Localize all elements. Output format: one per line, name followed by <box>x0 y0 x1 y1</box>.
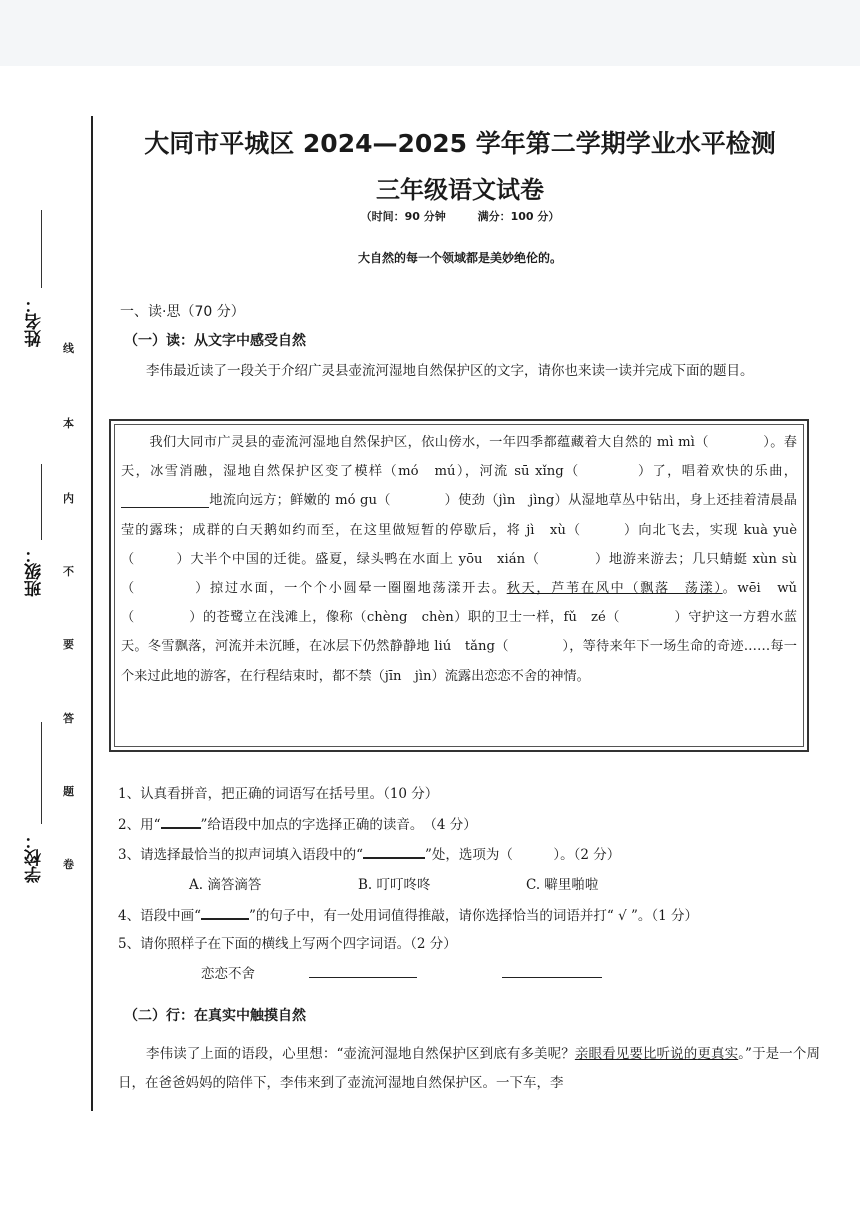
question-1: 1、认真看拼音，把正确的词语写在括号里。（10 分） <box>118 786 439 802</box>
school-label: 学校： <box>25 832 45 883</box>
full-score: 满分：100 分） <box>477 210 560 223</box>
exam-title: 大同市平城区 2024—2025 学年第二学期学业水平检测 <box>144 129 776 158</box>
top-background-band <box>0 0 860 66</box>
seal-char: 卷 <box>63 858 74 871</box>
class-blank <box>41 464 42 540</box>
part2-underlined: 亲眼看见要比听说的更真实 <box>574 1046 739 1062</box>
name-blank <box>41 210 42 288</box>
q4-underline-mark <box>201 906 249 920</box>
passage-part1: 我们大同市广灵县的壶流河湿地自然保护区，依山傍水，一年四季都蕴藏着大自然的 mì mì（ ）。春天，冰雪消融，湿地自然保护区变了模样（mó mú），河流 sū xǐng（ ）了，唱着欢快的乐曲， <box>121 435 797 480</box>
question-2: 2、用“ ”给语段中加点的字选择正确的读音。 （4 分） <box>118 817 477 833</box>
q3-option-b: B. 叮叮咚咚 <box>358 877 431 893</box>
passage-part2: 地流向远方；鲜嫩的 mó gu（ ）使劲（jìn jìng）从湿地草丛中钻出，身上还挂着清晨晶莹的露珠；成群的白天鹅如约而至，在这里做短暂的停歇后，将 jì xù（ ）向北飞去，实现 kuà yuè（ ）大半个中国的迁徙。盛夏，绿头鸭在水面上 yōu xián（ ）地游来游去；几只蜻蜓 xùn sù（ ）掠过水面，一个个小圆晕一圈圈地荡漾开去。 <box>121 493 797 597</box>
passage-blank <box>121 493 209 508</box>
seal-char: 线 <box>63 342 74 355</box>
q5-answer-line-1 <box>309 977 417 978</box>
q3-option-a: A. 滴答滴答 <box>189 877 262 893</box>
time-score-info <box>120 208 800 224</box>
q3-option-c: C. 噼里啪啦 <box>526 877 599 893</box>
intro-paragraph: 李伟最近读了一段关于介绍广灵县壶流河湿地自然保护区的文字，请你也来读一读并完成下面的题目。 <box>146 363 754 379</box>
seal-char: 本 <box>63 417 74 430</box>
motto: 大自然的每一个领域都是美妙绝伦的。 <box>357 251 562 265</box>
class-label: 班级： <box>25 546 45 597</box>
question-5: 5、请你照样子在下面的横线上写两个四字词语。（2 分） <box>118 936 457 952</box>
part1-title: （一）读：从文字中感受自然 <box>124 333 306 349</box>
passage-part3: 。wēi wǔ（ ）的苍鹭立在浅滩上，像称（chèng chèn）职的卫士一样，fǔ zé（ ）守护这一方碧水蓝天。冬雪飘落，河流并未沉睡，在冰层下仍然静静地 liú tǎng（ ），等待来年下一场生命的奇迹……每一个来过此地的游客，在行程结束时，都不禁（jīn jìn）流露出恋恋不舍的神情。 <box>121 581 797 684</box>
seal-char: 要 <box>63 638 74 651</box>
passage-text <box>121 428 797 691</box>
school-blank <box>41 722 42 824</box>
q3-blank <box>363 845 425 859</box>
name-label: 姓名： <box>25 296 45 347</box>
question-3: 3、请选择最恰当的拟声词填入语段中的“ ”处，选项为（ ）。（2 分） <box>118 847 621 863</box>
seal-char: 答 <box>63 712 74 725</box>
binding-line <box>91 116 93 1111</box>
part2-paragraph: 李伟读了上面的语段，心里想：“壶流河湿地自然保护区到底有多美呢？亲眼看见要比听说的更真实。”于是一个周日，在爸爸妈妈的陪伴下，李伟来到了壶流河湿地自然保护区。一下车，李 <box>118 1046 821 1091</box>
q2-mark-blank <box>161 815 201 829</box>
passage-underlined-sentence: 秋天，芦苇在风中（飘落 荡漾） <box>506 581 723 597</box>
exam-subtitle: 三年级语文试卷 <box>376 176 544 204</box>
question-4: 4、语段中画“ ”的句子中，有一处用词值得推敲，请你选择恰当的词语并打“ √ ”。（1 分） <box>118 908 699 924</box>
part2-title: （二）行：在真实中触摸自然 <box>124 1008 306 1024</box>
seal-char: 题 <box>63 785 74 798</box>
seal-char: 内 <box>63 492 74 505</box>
section-title: 一、读·思（70 分） <box>120 304 245 320</box>
time-limit: （时间：90 分钟 <box>360 210 446 223</box>
q5-answer-line-2 <box>502 977 602 978</box>
seal-char: 不 <box>63 565 74 578</box>
q5-example: 恋恋不舍 <box>201 966 255 982</box>
